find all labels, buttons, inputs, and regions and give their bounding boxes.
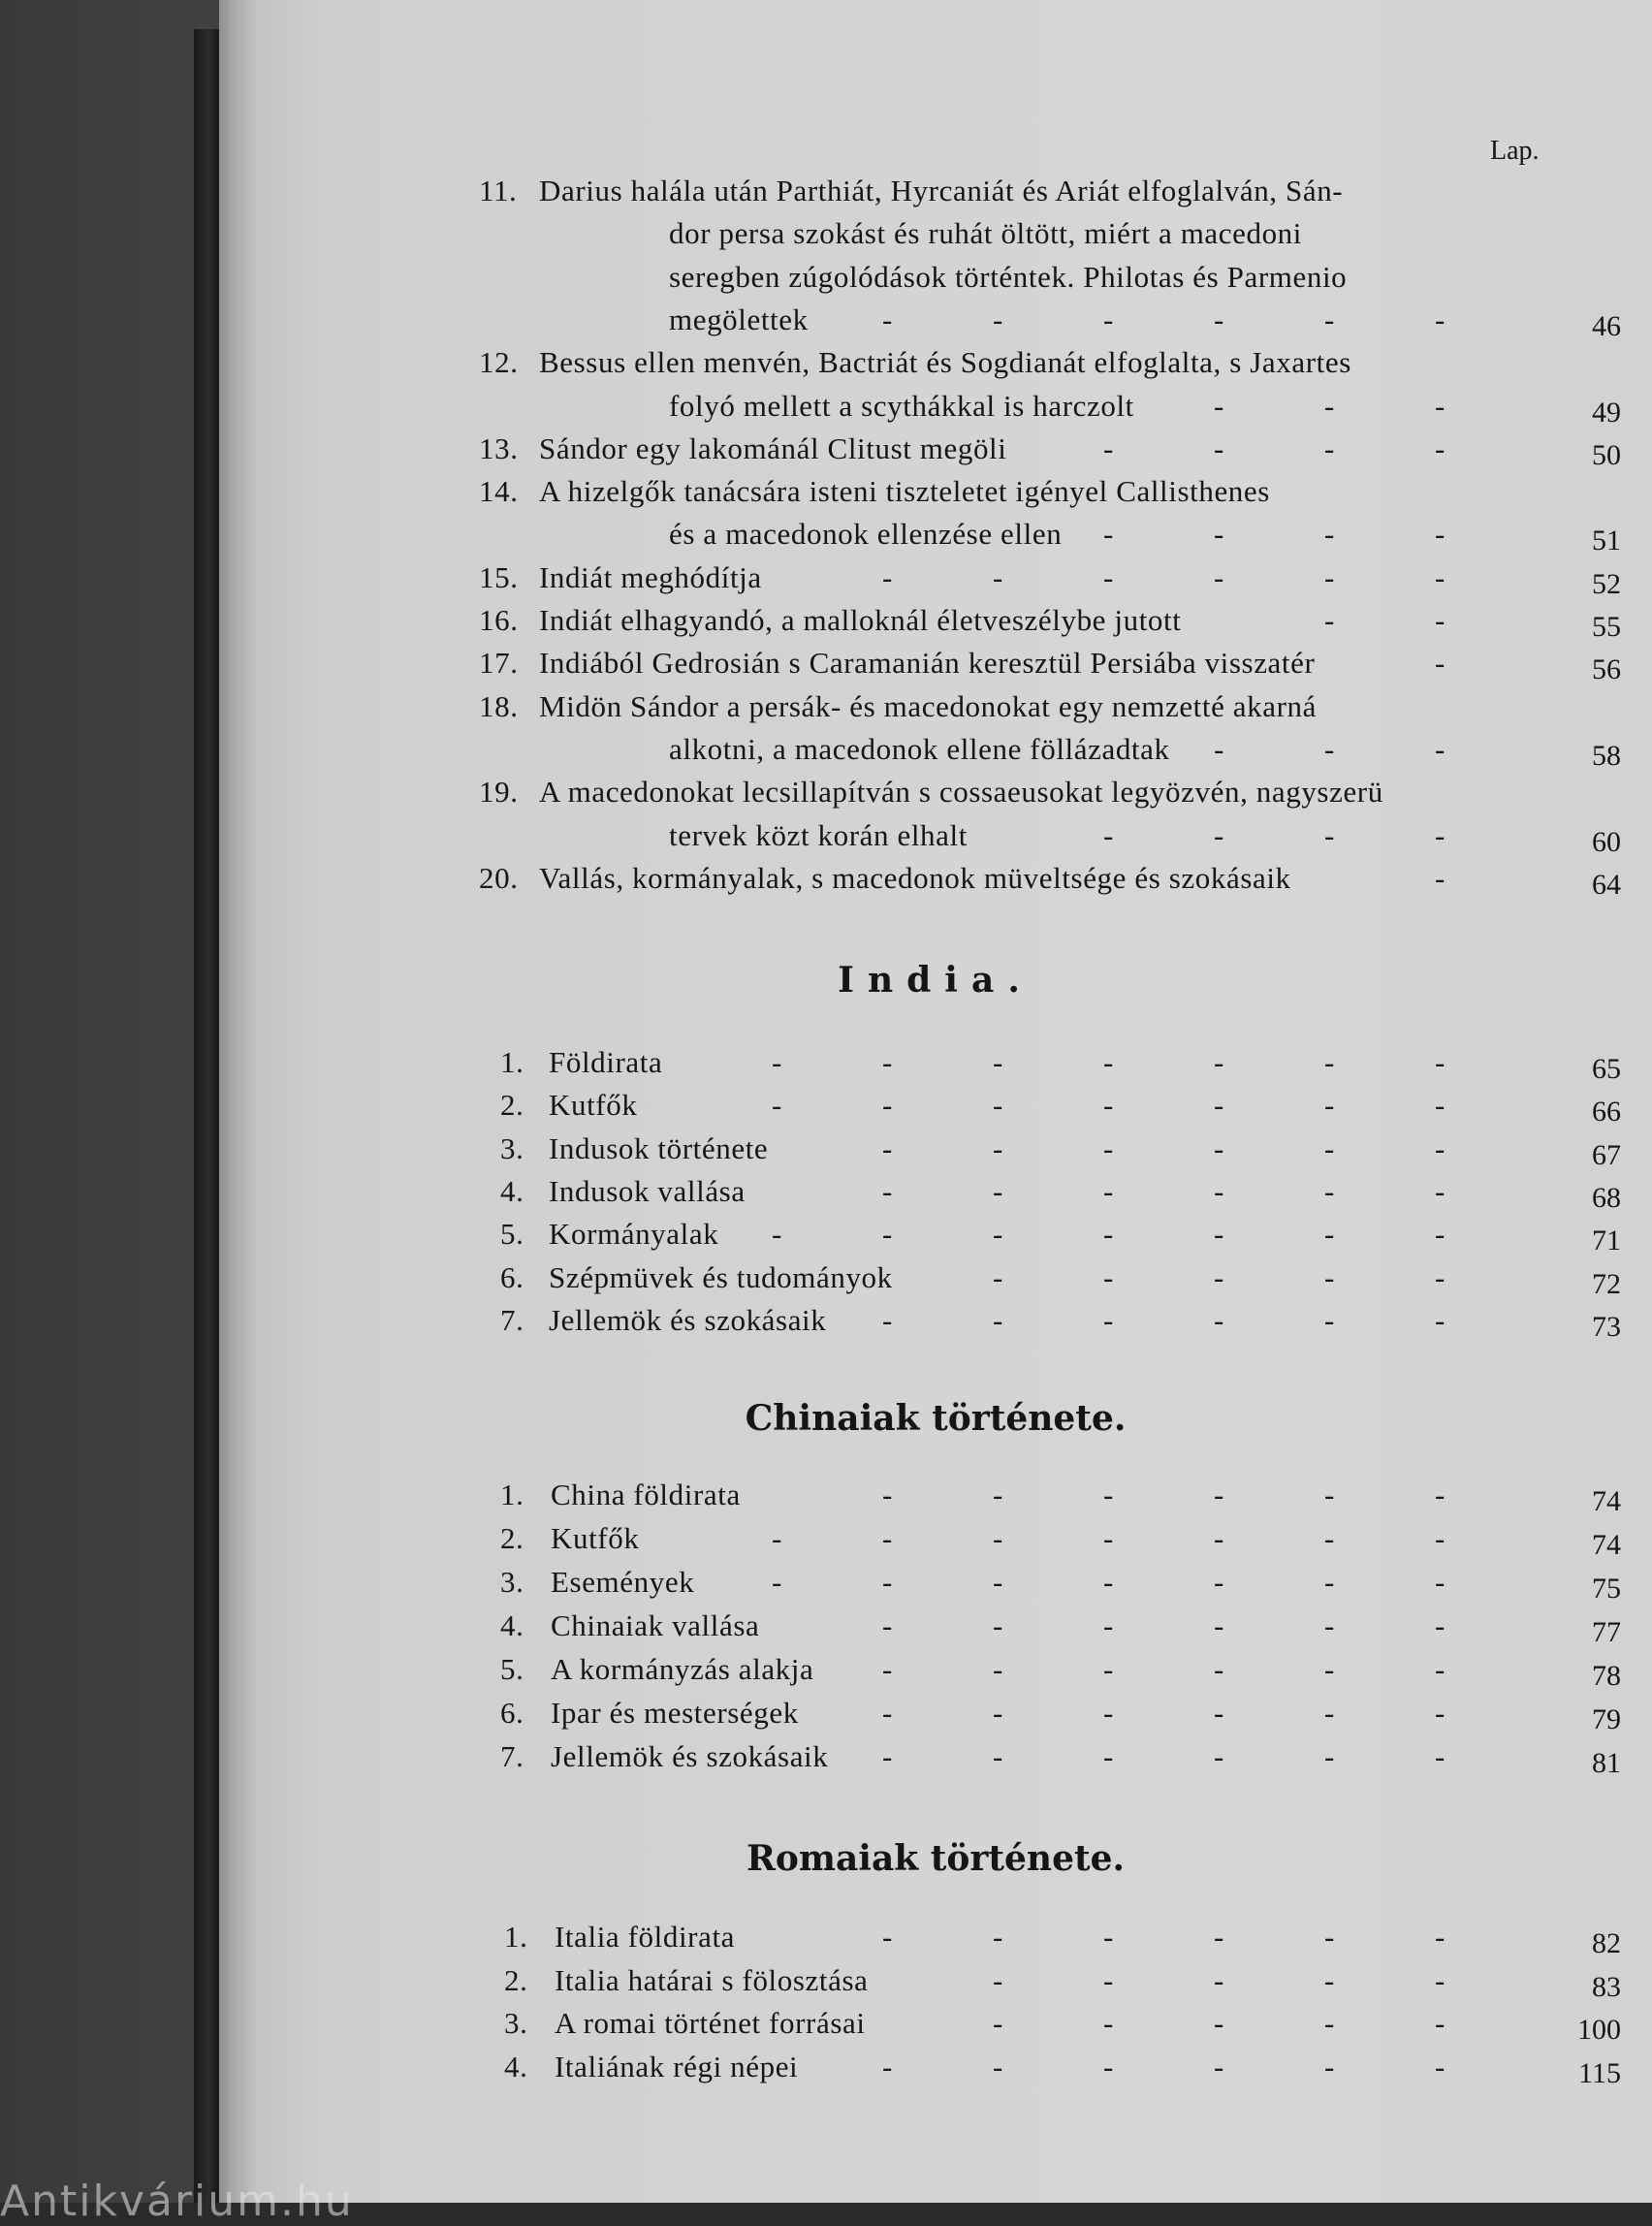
- entry-page-number: 83: [1592, 1970, 1621, 2003]
- leader-dash: -: [1214, 1478, 1224, 1511]
- leader-dash: -: [1435, 1739, 1446, 1773]
- entry-page-number: 49: [1592, 396, 1621, 429]
- page-column-label: Lap.: [1490, 136, 1540, 166]
- entry-title-line: A macedonokat lecsillapítván s cossaeusokat legyözvén, nagyszerü: [539, 775, 1383, 810]
- leader-dash: -: [1324, 1173, 1335, 1208]
- leader-dash: -: [882, 2049, 893, 2083]
- entry-number: 18.: [479, 688, 519, 723]
- entry-number: 4.: [500, 1608, 524, 1642]
- leader-dash: -: [1103, 1302, 1114, 1337]
- leader-dash: -: [1214, 430, 1224, 465]
- leader-dash: -: [882, 1478, 893, 1511]
- entry-number: 2.: [500, 1088, 524, 1123]
- leader-dash: -: [1324, 1217, 1335, 1252]
- entry-number: 1.: [500, 1045, 524, 1079]
- leader-dash: -: [993, 559, 1003, 594]
- leader-dash: -: [1435, 731, 1446, 766]
- leader-dash: -: [1324, 603, 1335, 637]
- leader-dash: -: [1214, 1565, 1224, 1599]
- leader-dash: -: [993, 1739, 1003, 1773]
- leader-dash: -: [1435, 1521, 1446, 1555]
- leader-dash: -: [1435, 559, 1446, 594]
- leader-dash: -: [882, 1608, 893, 1642]
- entry-title-line: dor persa szokást és ruhát öltött, miért a macedoni: [669, 216, 1302, 251]
- entry-number: 11.: [479, 174, 518, 207]
- entry-page-number: 100: [1577, 2014, 1621, 2046]
- leader-dash: -: [1324, 517, 1335, 552]
- leader-dash: -: [1324, 1608, 1335, 1642]
- entry-page-number: 56: [1592, 653, 1621, 686]
- leader-dash: -: [1214, 817, 1224, 852]
- entry-title-line: Indiát meghódítja: [539, 559, 762, 594]
- leader-dash: -: [882, 1521, 893, 1555]
- leader-dash: -: [1435, 817, 1446, 852]
- leader-dash: -: [882, 1739, 893, 1773]
- entry-title-line: China földirata: [551, 1478, 741, 1511]
- leader-dash: -: [772, 1217, 782, 1252]
- leader-dash: -: [882, 1652, 893, 1686]
- leader-dash: -: [1324, 1259, 1335, 1294]
- entry-page-number: 51: [1592, 525, 1621, 557]
- entry-number: 13.: [479, 430, 519, 465]
- entry-title-line: alkotni, a macedonok ellene föllázadtak: [669, 731, 1170, 766]
- leader-dash: -: [1214, 302, 1224, 336]
- leader-dash: -: [1214, 1739, 1224, 1773]
- leader-dash: -: [1103, 1565, 1114, 1599]
- leader-dash: -: [1214, 1088, 1224, 1123]
- leader-dash: -: [1324, 2049, 1335, 2083]
- leader-dash: -: [1435, 1259, 1446, 1294]
- leader-dash: -: [1103, 1088, 1114, 1123]
- leader-dash: -: [1324, 1521, 1335, 1555]
- leader-dash: -: [1435, 1652, 1446, 1686]
- leader-dash: -: [1435, 1217, 1446, 1252]
- leader-dash: -: [882, 1920, 893, 1954]
- leader-dash: -: [993, 1302, 1003, 1337]
- entry-title-line: Jellemök és szokásaik: [549, 1302, 827, 1337]
- leader-dash: -: [1435, 1088, 1446, 1123]
- leader-dash: -: [993, 1088, 1003, 1123]
- entry-title-line: A romai történet forrásai: [555, 2006, 866, 2040]
- entry-page-number: 60: [1592, 825, 1621, 858]
- leader-dash: -: [1214, 1173, 1224, 1208]
- entry-title-line: seregben zúgolódások történtek. Philotas és Parmenio: [669, 259, 1348, 294]
- entry-number: 17.: [479, 646, 519, 681]
- leader-dash: -: [1435, 603, 1446, 637]
- leader-dash: -: [1324, 1088, 1335, 1123]
- entry-number: 5.: [500, 1652, 524, 1686]
- leader-dash: -: [772, 1045, 782, 1079]
- leader-dash: -: [882, 1302, 893, 1337]
- entry-title-line: Ipar és mesterségek: [551, 1696, 799, 1730]
- leader-dash: -: [1324, 817, 1335, 852]
- entry-number: 7.: [500, 1739, 524, 1773]
- entry-page-number: 79: [1592, 1703, 1621, 1735]
- leader-dash: -: [1103, 559, 1114, 594]
- entry-number: 2.: [500, 1521, 524, 1555]
- entry-title-line: Midön Sándor a persák- és macedonokat egy nemzetté akarná: [539, 688, 1318, 723]
- entry-title-line: Sándor egy lakománál Clitust megöli: [539, 430, 1007, 465]
- entry-page-number: 72: [1592, 1267, 1621, 1300]
- leader-dash: -: [993, 1217, 1003, 1252]
- entry-number: 16.: [479, 603, 519, 637]
- entry-page-number: 82: [1592, 1927, 1621, 1959]
- leader-dash: -: [882, 1045, 893, 1079]
- entry-page-number: 81: [1592, 1747, 1621, 1779]
- leader-dash: -: [1435, 2049, 1446, 2083]
- leader-dash: -: [1103, 1217, 1114, 1252]
- entry-page-number: 115: [1578, 2056, 1621, 2089]
- leader-dash: -: [1435, 1173, 1446, 1208]
- leader-dash: -: [1435, 1478, 1446, 1511]
- entry-title-line: Indusok története: [549, 1130, 769, 1165]
- leader-dash: -: [1324, 1652, 1335, 1686]
- entry-number: 2.: [504, 1962, 528, 1997]
- leader-dash: -: [993, 302, 1003, 336]
- leader-dash: -: [993, 1696, 1003, 1730]
- leader-dash: -: [1103, 1130, 1114, 1165]
- leader-dash: -: [1435, 388, 1446, 423]
- entry-page-number: 64: [1592, 868, 1621, 901]
- entry-page-number: 58: [1592, 739, 1621, 772]
- entry-page-number: 74: [1592, 1485, 1621, 1517]
- entry-title-line: Chinaiak vallása: [551, 1608, 760, 1642]
- entry-number: 19.: [479, 775, 519, 810]
- leader-dash: -: [1103, 302, 1114, 336]
- entry-number: 7.: [500, 1302, 524, 1337]
- leader-dash: -: [1435, 302, 1446, 336]
- leader-dash: -: [993, 1045, 1003, 1079]
- section-heading: Chinaiak története.: [745, 1398, 1127, 1439]
- leader-dash: -: [1324, 1302, 1335, 1337]
- leader-dash: -: [1214, 517, 1224, 552]
- entry-title-line: Italia határai s fölosztása: [555, 1962, 869, 1997]
- leader-dash: -: [1103, 1478, 1114, 1511]
- leader-dash: -: [1103, 817, 1114, 852]
- entry-number: 6.: [500, 1696, 524, 1730]
- entry-page-number: 73: [1592, 1310, 1621, 1343]
- leader-dash: -: [993, 1259, 1003, 1294]
- entry-number: 15.: [479, 559, 519, 594]
- leader-dash: -: [1324, 430, 1335, 465]
- entry-title-line: Italiának régi népei: [555, 2049, 799, 2083]
- leader-dash: -: [882, 302, 893, 336]
- entry-page-number: 55: [1592, 611, 1621, 643]
- leader-dash: -: [772, 1521, 782, 1555]
- leader-dash: -: [1324, 1696, 1335, 1730]
- leader-dash: -: [1324, 1130, 1335, 1165]
- entry-page-number: 65: [1592, 1053, 1621, 1085]
- leader-dash: -: [993, 2049, 1003, 2083]
- leader-dash: -: [882, 1088, 893, 1123]
- entry-title-line: Földirata: [549, 1045, 663, 1079]
- watermark: Antikvárium.hu: [0, 2177, 354, 2226]
- entry-page-number: 71: [1592, 1224, 1621, 1257]
- leader-dash: -: [1103, 1652, 1114, 1686]
- leader-dash: -: [1214, 1652, 1224, 1686]
- entry-title-line: A hizelgők tanácsára isteni tiszteletet igényel Callisthenes: [539, 474, 1270, 509]
- leader-dash: -: [1103, 2006, 1114, 2040]
- entry-title-line: tervek közt korán elhalt: [669, 817, 968, 852]
- leader-dash: -: [1214, 1259, 1224, 1294]
- leader-dash: -: [1214, 559, 1224, 594]
- entry-title-line: megölettek: [669, 302, 809, 336]
- leader-dash: -: [993, 1478, 1003, 1511]
- leader-dash: -: [993, 1920, 1003, 1954]
- leader-dash: -: [1435, 1696, 1446, 1730]
- entry-title-line: A kormányzás alakja: [551, 1652, 814, 1686]
- leader-dash: -: [1324, 1478, 1335, 1511]
- leader-dash: -: [1103, 1259, 1114, 1294]
- leader-dash: -: [1435, 1608, 1446, 1642]
- leader-dash: -: [1324, 1962, 1335, 1997]
- entry-number: 3.: [504, 2006, 528, 2040]
- entry-title-line: Szépmüvek és tudományok: [549, 1259, 893, 1294]
- entry-title-line: Vallás, kormányalak, s macedonok müveltsége és szokásaik: [539, 860, 1291, 895]
- leader-dash: -: [1324, 731, 1335, 766]
- entry-number: 3.: [500, 1565, 524, 1599]
- leader-dash: -: [993, 1565, 1003, 1599]
- leader-dash: -: [1435, 430, 1446, 465]
- section-heading: India.: [838, 960, 1033, 1001]
- leader-dash: -: [1435, 1130, 1446, 1165]
- leader-dash: -: [1103, 1696, 1114, 1730]
- entry-title-line: Jellemök és szokásaik: [551, 1739, 829, 1773]
- leader-dash: -: [1435, 1045, 1446, 1079]
- leader-dash: -: [1103, 2049, 1114, 2083]
- leader-dash: -: [1103, 1608, 1114, 1642]
- entry-number: 6.: [500, 1259, 524, 1294]
- leader-dash: -: [1435, 2006, 1446, 2040]
- entry-page-number: 52: [1592, 567, 1621, 600]
- entry-page-number: 67: [1592, 1138, 1621, 1171]
- entry-page-number: 74: [1592, 1529, 1621, 1561]
- leader-dash: -: [993, 1962, 1003, 1997]
- leader-dash: -: [772, 1088, 782, 1123]
- entry-title-line: folyó mellett a scythákkal is harczolt: [669, 388, 1134, 423]
- leader-dash: -: [1214, 388, 1224, 423]
- leader-dash: -: [1214, 1302, 1224, 1337]
- entry-title-line: Darius halála után Parthiát, Hyrcaniát és Ariát elfoglalván, Sán-: [539, 174, 1344, 207]
- entry-title-line: Kutfők: [549, 1088, 638, 1123]
- leader-dash: -: [1214, 1920, 1224, 1954]
- entry-page-number: 50: [1592, 438, 1621, 471]
- leader-dash: -: [882, 1130, 893, 1165]
- leader-dash: -: [1103, 1045, 1114, 1079]
- entry-page-number: 77: [1592, 1616, 1621, 1648]
- leader-dash: -: [1214, 1130, 1224, 1165]
- leader-dash: -: [882, 1565, 893, 1599]
- leader-dash: -: [1103, 517, 1114, 552]
- leader-dash: -: [1103, 1173, 1114, 1208]
- leader-dash: -: [1435, 1962, 1446, 1997]
- entry-title-line: Indiából Gedrosián s Caramanián keresztül Persiába visszatér: [539, 646, 1316, 681]
- leader-dash: -: [1435, 1565, 1446, 1599]
- entry-page-number: 75: [1592, 1573, 1621, 1605]
- leader-dash: -: [993, 1521, 1003, 1555]
- leader-dash: -: [1324, 1920, 1335, 1954]
- leader-dash: -: [1324, 1045, 1335, 1079]
- leader-dash: -: [1214, 1521, 1224, 1555]
- leader-dash: -: [1214, 731, 1224, 766]
- entry-number: 4.: [504, 2049, 528, 2083]
- leader-dash: -: [1324, 1739, 1335, 1773]
- leader-dash: -: [1324, 1565, 1335, 1599]
- leader-dash: -: [1214, 1962, 1224, 1997]
- entry-page-number: 66: [1592, 1096, 1621, 1129]
- leader-dash: -: [993, 1608, 1003, 1642]
- entry-page-number: 78: [1592, 1660, 1621, 1692]
- leader-dash: -: [1435, 860, 1446, 895]
- entry-page-number: 46: [1592, 309, 1621, 342]
- entry-title-line: Bessus ellen menvén, Bactriát és Sogdianát elfoglalta, s Jaxartes: [539, 345, 1351, 380]
- leader-dash: -: [882, 1217, 893, 1252]
- section-heading: Romaiak története.: [746, 1838, 1126, 1879]
- entry-title-line: Indusok vallása: [549, 1173, 746, 1208]
- entry-title-line: Események: [551, 1565, 695, 1599]
- book-page: [219, 0, 1652, 2203]
- leader-dash: -: [1214, 2049, 1224, 2083]
- leader-dash: -: [993, 2006, 1003, 2040]
- entry-number: 4.: [500, 1173, 524, 1208]
- leader-dash: -: [1324, 388, 1335, 423]
- entry-number: 14.: [479, 474, 519, 509]
- entry-title-line: Indiát elhagyandó, a malloknál életveszélybe jutott: [539, 603, 1182, 637]
- leader-dash: -: [1214, 1696, 1224, 1730]
- leader-dash: -: [1103, 1739, 1114, 1773]
- entry-number: 3.: [500, 1130, 524, 1165]
- leader-dash: -: [1324, 2006, 1335, 2040]
- leader-dash: -: [882, 1173, 893, 1208]
- entry-title-line: és a macedonok ellenzése ellen: [669, 517, 1063, 552]
- leader-dash: -: [1324, 559, 1335, 594]
- entry-number: 1.: [504, 1920, 528, 1954]
- leader-dash: -: [882, 559, 893, 594]
- leader-dash: -: [993, 1652, 1003, 1686]
- leader-dash: -: [1435, 1920, 1446, 1954]
- entry-number: 12.: [479, 345, 519, 380]
- leader-dash: -: [1324, 302, 1335, 336]
- leader-dash: -: [1214, 1217, 1224, 1252]
- leader-dash: -: [1103, 1920, 1114, 1954]
- entry-number: 1.: [500, 1478, 524, 1511]
- leader-dash: -: [772, 1565, 782, 1599]
- entry-number: 5.: [500, 1217, 524, 1252]
- leader-dash: -: [1103, 430, 1114, 465]
- leader-dash: -: [1103, 1521, 1114, 1555]
- leader-dash: -: [993, 1130, 1003, 1165]
- leader-dash: -: [1214, 1608, 1224, 1642]
- leader-dash: -: [993, 1173, 1003, 1208]
- leader-dash: -: [1214, 1045, 1224, 1079]
- leader-dash: -: [1435, 1302, 1446, 1337]
- entry-title-line: Kutfők: [551, 1521, 640, 1555]
- entry-title-line: Italia földirata: [555, 1920, 736, 1954]
- leader-dash: -: [1214, 2006, 1224, 2040]
- entry-number: 20.: [479, 860, 519, 895]
- leader-dash: -: [1435, 517, 1446, 552]
- leader-dash: -: [1103, 1962, 1114, 1997]
- leader-dash: -: [882, 1696, 893, 1730]
- leader-dash: -: [1435, 646, 1446, 681]
- entry-page-number: 68: [1592, 1181, 1621, 1214]
- entry-title-line: Kormányalak: [549, 1217, 719, 1252]
